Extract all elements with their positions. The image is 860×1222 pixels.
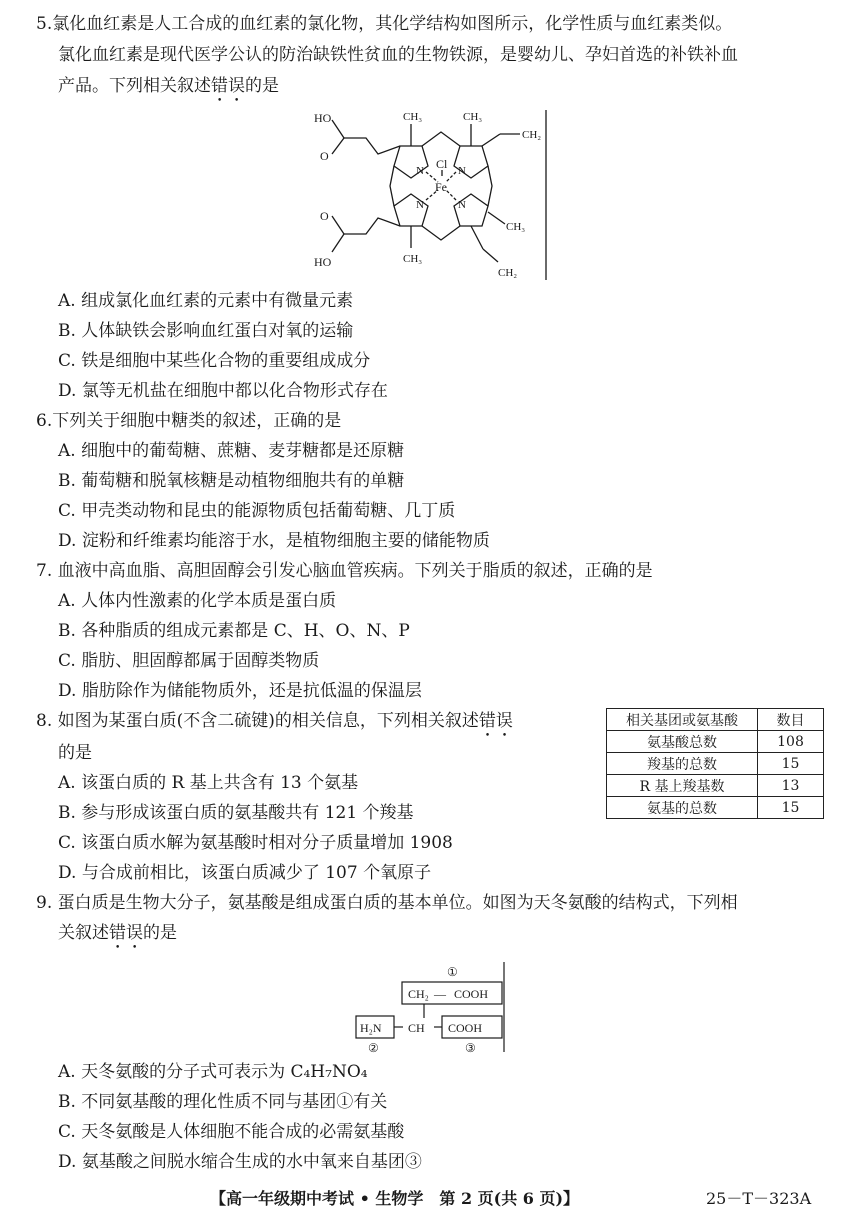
table-header-cell: 数目 — [758, 709, 824, 731]
q5-option-a: A. 组成氯化血红素的元素中有微量元素 — [58, 291, 354, 311]
table-row — [607, 731, 824, 753]
q8-stem-line2: 的是 — [58, 743, 92, 763]
q8-option-b: B. 参与形成该蛋白质的氨基酸共有 121 个羧基 — [58, 803, 414, 823]
q8-option-c: C. 该蛋白质水解为氨基酸时相对分子质量增加 1908 — [58, 833, 453, 853]
ch2-label: CH₂ — [408, 987, 429, 1001]
nitrogen-label-1: N — [416, 165, 424, 177]
q8-option-a: A. 该蛋白质的 R 基上共含有 13 个氨基 — [58, 773, 359, 793]
methyl-label-1: CH₃ — [403, 111, 423, 123]
group-label-3: ③ — [465, 1041, 476, 1055]
table-cell: 15 — [758, 753, 824, 775]
q8-emphasis: 错误 — [478, 711, 513, 731]
o-top-label: O — [320, 149, 329, 163]
q5-stem-line1: 5.氯化血红素是人工合成的血红素的氯化物，其化学结构如图所示，化学性质与血红素类似。 — [36, 14, 733, 34]
ho-bottom-label: HO — [314, 255, 332, 269]
vinyl-label-bottom: CH₂ — [498, 267, 518, 279]
nitrogen-label-4: N — [458, 199, 466, 211]
q5-emphasis: 错误 — [211, 76, 245, 96]
q6-stem: 6.下列关于细胞中糖类的叙述，正确的是 — [36, 411, 342, 431]
q9-stem-line2: 关叙述错误的是 — [58, 923, 177, 943]
protein-info-table — [606, 708, 824, 819]
cooh-top-label: COOH — [454, 987, 489, 1001]
q9-option-a: A. 天冬氨酸的分子式可表示为 C₄H₇NO₄ — [58, 1062, 368, 1082]
q7-option-a: A. 人体内性激素的化学本质是蛋白质 — [58, 591, 337, 611]
table-cell: 15 — [758, 797, 824, 819]
q9-stem-line1: 9. 蛋白质是生物大分子，氨基酸是组成蛋白质的基本单位。如图为天冬氨酸的结构式，下列相 — [36, 893, 738, 913]
table-cell: 氨基的总数 — [607, 797, 758, 819]
q7-stem: 7. 血液中高血脂、高胆固醇会引发心脑血管疾病。下列关于脂质的叙述，正确的是 — [36, 561, 653, 581]
table-header-row — [607, 709, 824, 731]
q9-emphasis: 错误 — [109, 923, 143, 943]
table-header-cell: 相关基团或氨基酸 — [607, 709, 758, 731]
q9-option-c: C. 天冬氨酸是人体细胞不能合成的必需氨基酸 — [58, 1122, 405, 1142]
q9-option-d: D. 氨基酸之间脱水缩合生成的水中氧来自基团③ — [58, 1152, 422, 1172]
q5-stem-line2: 氯化血红素是现代医学公认的防治缺铁性贫血的生物铁源，是婴幼儿、孕妇首选的补铁补血 — [58, 45, 738, 65]
table-row — [607, 775, 824, 797]
chlorine-label: Cl — [436, 157, 448, 171]
table-cell: R 基上羧基数 — [607, 775, 758, 797]
exam-code: 25－T－323A — [706, 1189, 812, 1208]
alpha-carbon-label: CH — [408, 1021, 425, 1035]
q5-option-d: D. 氯等无机盐在细胞中都以化合物形式存在 — [58, 381, 388, 401]
table-cell: 氨基酸总数 — [607, 731, 758, 753]
nitrogen-label-3: N — [416, 199, 424, 211]
methyl-label-4: CH₃ — [403, 253, 423, 265]
q8-stem-line1: 8. 如图为某蛋白质(不含二硫键)的相关信息，下列相关叙述错误 — [36, 711, 513, 731]
nitrogen-label-2: N — [458, 165, 466, 177]
bond-dash: — — [434, 987, 446, 1001]
table-cell: 13 — [758, 775, 824, 797]
q7-option-d: D. 脂肪除作为储能物质外，还是抗低温的保温层 — [58, 681, 422, 701]
table-cell: 羧基的总数 — [607, 753, 758, 775]
q9-option-b: B. 不同氨基酸的理化性质不同与基团①有关 — [58, 1092, 388, 1112]
methyl-label-3: CH₃ — [506, 221, 526, 233]
ho-top-label: HO — [314, 111, 332, 125]
q6-option-a: A. 细胞中的葡萄糖、蔗糖、麦芽糖都是还原糖 — [58, 441, 405, 461]
group-label-2: ② — [368, 1041, 379, 1055]
q8-option-d: D. 与合成前相比，该蛋白质减少了 107 个氧原子 — [58, 863, 432, 883]
group-label-1: ① — [447, 965, 458, 979]
q7-option-b: B. 各种脂质的组成元素都是 C、H、O、N、P — [58, 621, 410, 641]
q5-option-c: C. 铁是细胞中某些化合物的重要组成成分 — [58, 351, 371, 371]
q6-option-c: C. 甲壳类动物和昆虫的能源物质包括葡萄糖、几丁质 — [58, 501, 456, 521]
vinyl-label-top: CH₂ — [522, 129, 542, 141]
cooh-bottom-label: COOH — [448, 1021, 483, 1035]
o-bottom-label: O — [320, 209, 329, 223]
q5-stem-line3: 产品。下列相关叙述错误的是 — [58, 76, 279, 96]
q6-option-d: D. 淀粉和纤维素均能溶于水，是植物细胞主要的储能物质 — [58, 531, 490, 551]
table-row — [607, 753, 824, 775]
page-footer: 【高一年级期中考试 • 生物学 第 2 页(共 6 页)】 — [210, 1189, 580, 1208]
iron-label: Fe — [435, 180, 447, 194]
table-cell: 108 — [758, 731, 824, 753]
q7-option-c: C. 脂肪、胆固醇都属于固醇类物质 — [58, 651, 320, 671]
q6-option-b: B. 葡萄糖和脱氧核糖是动植物细胞共有的单糖 — [58, 471, 405, 491]
table-row — [607, 797, 824, 819]
amino-label: H₂N — [360, 1021, 382, 1035]
methyl-label-2: CH₃ — [463, 111, 483, 123]
aspartic-acid-structure-diagram — [350, 960, 510, 1061]
hemin-structure-diagram — [300, 104, 560, 289]
q5-option-b: B. 人体缺铁会影响血红蛋白对氧的运输 — [58, 321, 354, 341]
